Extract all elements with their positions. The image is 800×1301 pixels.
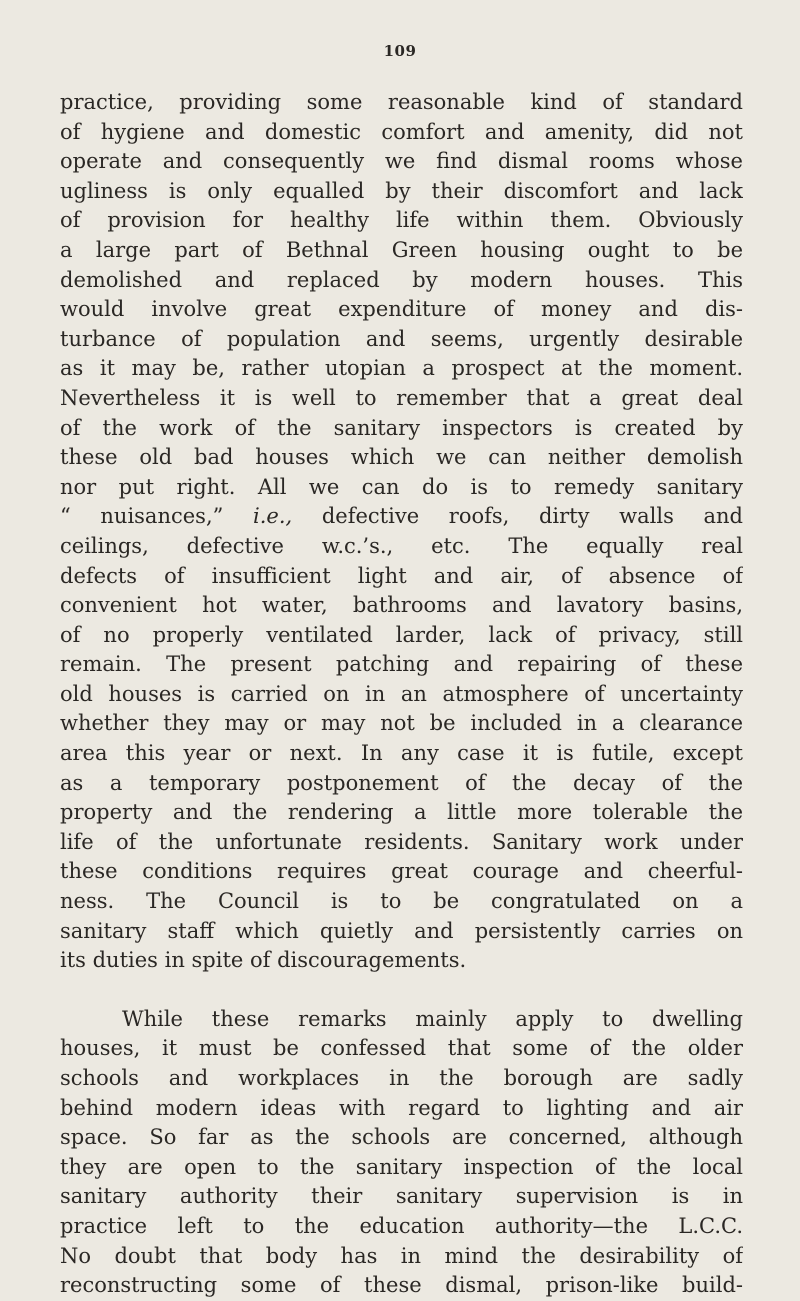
text-line: nor put right. All we can do is to remedy sanitary — [60, 474, 743, 499]
text-line: space. So far as the schools are concerned, although — [60, 1125, 743, 1150]
text-line: Nevertheless it is well to remember that a great deal — [60, 385, 743, 410]
text-line: ceilings, defective w.c.’s., etc. The equally real — [60, 533, 743, 558]
text-line: its duties in spite of discouragements. — [60, 948, 467, 973]
text-line: of provision for healthy life within them. Obviously — [60, 208, 743, 233]
text-line: turbance of population and seems, urgently desirable — [60, 326, 743, 351]
text-line: schools and workplaces in the borough are sadly — [60, 1066, 743, 1090]
text-line: convenient hot water, bathrooms and lavatory basins, — [60, 593, 743, 618]
text-line: houses, it must be confessed that some of the older — [60, 1036, 743, 1061]
text-line: as a temporary postponement of the decay of the — [60, 770, 743, 795]
text-line: behind modern ideas with regard to lighting and air — [60, 1095, 743, 1120]
text-line: these conditions requires great courage and cheerful- — [60, 859, 743, 884]
text-line: a large part of Bethnal Green housing ought to be — [60, 237, 743, 262]
paragraph-gap — [60, 976, 743, 1005]
text-line: practice left to the education authority—the L.C.C. — [60, 1213, 743, 1238]
text-line: whether they may or may not be included in a clearance — [60, 711, 743, 736]
text-line: sanitary authority their sanitary supervision is in — [60, 1184, 743, 1209]
text-line: reconstructing some of these dismal, prison-like build- — [60, 1273, 743, 1298]
text-line: area this year or next. In any case it is futile, except — [60, 741, 743, 766]
text-line: property and the rendering a little more tolerable the — [60, 800, 743, 825]
text-line: of the work of the sanitary inspectors is created by — [60, 415, 743, 440]
text-line: While these remarks mainly apply to dwelling — [122, 1006, 743, 1031]
text-line: sanitary staff which quietly and persistently carries on — [60, 918, 743, 943]
text-line: ness. The Council is to be congratulated on a — [60, 889, 743, 914]
paragraph-1 — [60, 88, 743, 976]
text-line: would involve great expenditure of money and dis- — [60, 297, 743, 322]
text-line: demolished and replaced by modern houses. This — [60, 267, 743, 292]
text-line: life of the unfortunate residents. Sanitary work under — [60, 829, 743, 854]
text-line: they are open to the sanitary inspection of the local — [60, 1154, 743, 1179]
text-line: operate and consequently we find dismal rooms whose — [60, 149, 743, 174]
paragraph-2 — [60, 1005, 743, 1301]
text-line: practice, providing some reasonable kind of standard — [60, 90, 743, 114]
text-line: of no properly ventilated larder, lack of privacy, still — [60, 622, 743, 647]
text-line: defects of insufficient light and air, of absence of — [60, 563, 743, 588]
text-line: of hygiene and domestic comfort and amenity, did not — [60, 119, 743, 144]
text-line: as it may be, rather utopian a prospect at the moment. — [60, 356, 743, 381]
page-number: 109 — [383, 42, 417, 60]
text-line: ugliness is only equalled by their discomfort and lack — [60, 178, 743, 203]
text-line: “ nuisances,” i.e., defective roofs, dirty walls and — [60, 504, 743, 529]
text-line: old houses is carried on in an atmosphere of uncertainty — [60, 681, 743, 706]
body-text — [60, 88, 743, 1301]
text-line: these old bad houses which we can neither demolish — [60, 445, 743, 470]
text-line: remain. The present patching and repairing of these — [60, 652, 743, 677]
text-line: No doubt that body has in mind the desirability of — [60, 1243, 743, 1268]
